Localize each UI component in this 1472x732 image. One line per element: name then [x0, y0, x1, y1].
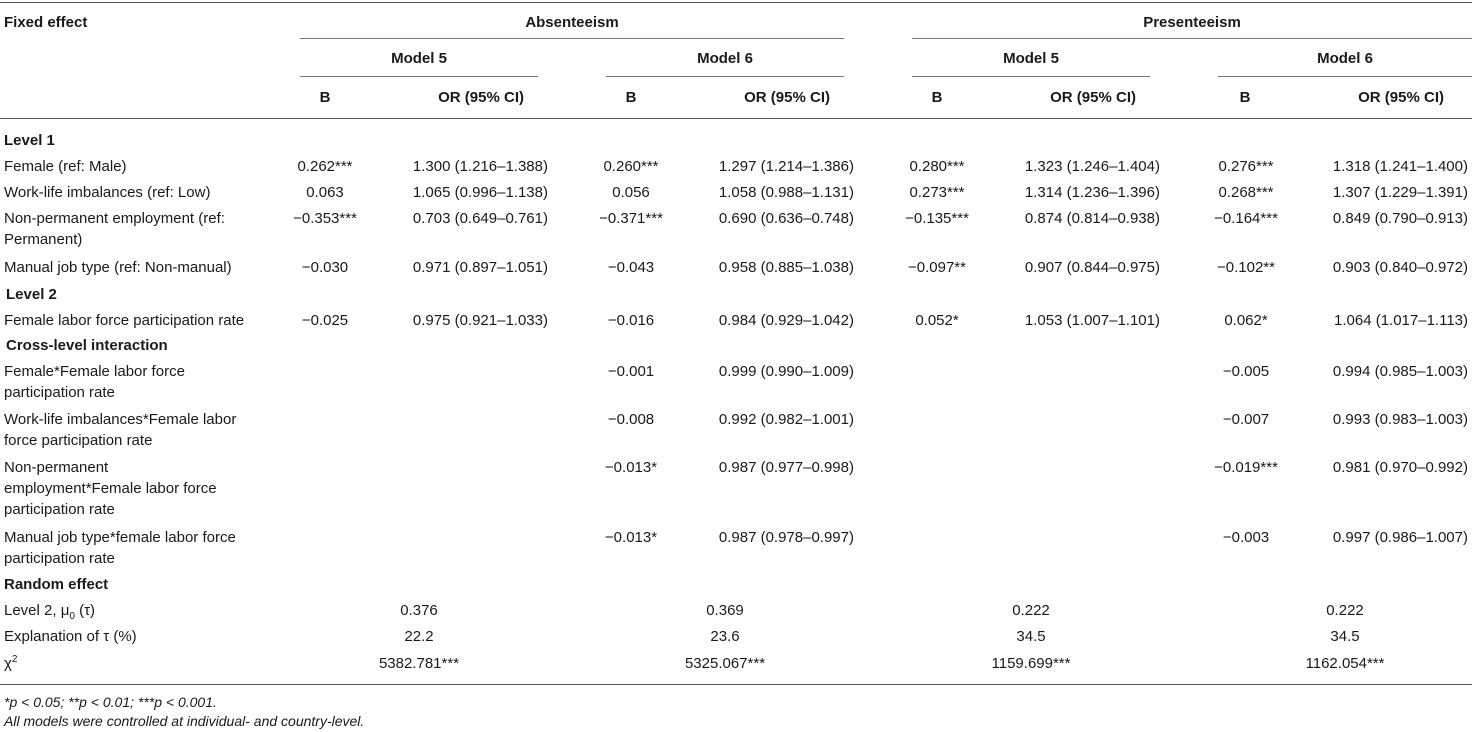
pres-m5-or-header: OR (95% CI)	[1050, 89, 1136, 106]
cell-pres-m5-or: 1.053 (1.007–1.101)	[1024, 312, 1160, 329]
superscript: 2	[11, 654, 18, 665]
cell-pres-m5: 34.5	[1016, 628, 1046, 645]
cell-pres-m5-or: 0.874 (0.814–0.938)	[1024, 210, 1160, 227]
cell-pres-m6-b: 0.062*	[1224, 312, 1268, 329]
presenteeism-rule	[912, 38, 1472, 39]
section-level2: Level 2	[6, 286, 57, 303]
cell-abs-m6-b: −0.013*	[604, 459, 658, 476]
cell-pres-m6-or: 1.064 (1.017–1.113)	[1334, 312, 1468, 329]
cell-pres-m6: 1162.054***	[1305, 655, 1385, 672]
section-random-effect: Random effect	[4, 576, 109, 593]
pres-model5-header: Model 5	[1003, 50, 1059, 67]
cell-abs-m6-or: 1.058 (0.988–1.131)	[718, 184, 854, 201]
cell-pres-m6-b: 0.276***	[1218, 158, 1274, 175]
cell-abs-m6: 5325.067***	[684, 655, 766, 672]
cell-abs-m6-b: 0.260***	[603, 158, 659, 175]
cell-pres-m6-b: −0.019***	[1214, 459, 1278, 476]
header-bottom-rule	[0, 118, 1472, 119]
row-label: Female (ref: Male)	[4, 158, 127, 175]
cell-pres-m6-or: 1.307 (1.229–1.391)	[1332, 184, 1468, 201]
cell-abs-m5-b: 0.262***	[297, 158, 353, 175]
cell-pres-m6-or: 0.903 (0.840–0.972)	[1332, 259, 1468, 276]
cell-abs-m6-b: −0.043	[607, 259, 655, 276]
cell-pres-m6-or: 0.997 (0.986–1.007)	[1332, 529, 1468, 546]
cell-abs-m5-or: 1.065 (0.996–1.138)	[412, 184, 548, 201]
pres-m6-or-header: OR (95% CI)	[1358, 89, 1444, 106]
row-label: Explanation of τ (%)	[4, 628, 137, 645]
cell-abs-m5-or: 0.971 (0.897–1.051)	[412, 259, 548, 276]
cell-abs-m5-b: −0.353***	[293, 210, 357, 227]
cell-abs-m6-b: 0.056	[612, 184, 650, 201]
cell-abs-m6-or: 0.984 (0.929–1.042)	[718, 312, 854, 329]
cell-abs-m5: 5382.781***	[378, 655, 460, 672]
cell-pres-m5: 1159.699***	[991, 655, 1071, 672]
footnote-significance: *p < 0.05; **p < 0.01; ***p < 0.001.	[4, 694, 217, 710]
cell-abs-m6-or: 0.958 (0.885–1.038)	[718, 259, 854, 276]
cell-abs-m5: 0.376	[400, 602, 438, 619]
abs-model6-header: Model 6	[697, 50, 753, 67]
cell-pres-m6-b: −0.005	[1222, 363, 1270, 380]
cell-abs-m6-or: 0.999 (0.990–1.009)	[718, 363, 854, 380]
cell-abs-m6: 0.369	[706, 602, 744, 619]
cell-pres-m6-b: −0.003	[1222, 529, 1270, 546]
pres-m5-b-header: B	[931, 89, 943, 106]
cell-abs-m5-or: 0.975 (0.921–1.033)	[412, 312, 548, 329]
cell-abs-m6-or: 0.690 (0.636–0.748)	[718, 210, 854, 227]
pres-model6-header: Model 6	[1317, 50, 1373, 67]
section-level1: Level 1	[4, 132, 55, 149]
row-label: Work-life imbalances*Female labor force participation rate	[4, 411, 237, 449]
abs-m5-or-header: OR (95% CI)	[438, 89, 524, 106]
cell-abs-m6-b: −0.371***	[599, 210, 663, 227]
cell-abs-m5: 22.2	[404, 628, 434, 645]
cell-pres-m6-b: 0.268***	[1218, 184, 1274, 201]
pres-m6-b-header: B	[1239, 89, 1251, 106]
abs-m6-b-header: B	[625, 89, 637, 106]
table-bottom-rule	[0, 684, 1472, 685]
cell-abs-m6-b: −0.016	[607, 312, 655, 329]
absenteeism-rule	[300, 38, 844, 39]
row-label: Manual job type*female labor force participation rate	[4, 529, 236, 567]
row-label: $\chi^2$	[4, 654, 18, 672]
abs-model5-rule	[300, 76, 538, 77]
cell-abs-m6-or: 1.297 (1.214–1.386)	[718, 158, 854, 175]
abs-m6-or-header: OR (95% CI)	[744, 89, 830, 106]
cell-pres-m5-or: 1.314 (1.236–1.396)	[1024, 184, 1160, 201]
cell-pres-m6-or: 0.993 (0.983–1.003)	[1332, 411, 1468, 428]
cell-pres-m6-or: 0.849 (0.790–0.913)	[1332, 210, 1468, 227]
row-label: Non-permanent employment (ref: Permanent)	[4, 210, 225, 248]
row-label: Female*Female labor force participation rate	[4, 363, 185, 401]
subscript: 0	[69, 611, 75, 622]
cell-pres-m6-b: −0.102**	[1217, 259, 1275, 276]
cell-pres-m6-or: 0.994 (0.985–1.003)	[1332, 363, 1468, 380]
cell-abs-m5-or: 1.300 (1.216–1.388)	[412, 158, 548, 175]
row-label: Level 2, $\mu_0$ (τ)	[4, 602, 96, 622]
cell-abs-m6-or: 0.987 (0.978–0.997)	[718, 529, 854, 546]
row-label: Female labor force participation rate	[4, 312, 245, 329]
cell-pres-m5: 0.222	[1012, 602, 1050, 619]
cell-pres-m5-or: 0.907 (0.844–0.975)	[1024, 259, 1160, 276]
cell-pres-m5-b: −0.097**	[908, 259, 966, 276]
cell-abs-m6-or: 0.987 (0.977–0.998)	[718, 459, 854, 476]
footnote-controls: All models were controlled at individual- and country-level.	[4, 713, 365, 729]
cell-abs-m6-b: −0.008	[607, 411, 655, 428]
section-cross-level: Cross-level interaction	[6, 337, 168, 354]
cell-pres-m5-b: 0.052*	[915, 312, 959, 329]
abs-m5-b-header: B	[319, 89, 331, 106]
abs-model5-header: Model 5	[391, 50, 447, 67]
cell-pres-m6-b: −0.164***	[1214, 210, 1278, 227]
pres-model6-rule	[1218, 76, 1472, 77]
abs-model6-rule	[606, 76, 844, 77]
row-label: Non-permanent employment*Female labor force participation rate	[4, 459, 217, 518]
cell-pres-m6-or: 1.318 (1.241–1.400)	[1332, 158, 1468, 175]
top-rule	[0, 2, 1472, 3]
cell-pres-m5-b: 0.280***	[909, 158, 965, 175]
fixed-effect-header: Fixed effect	[4, 14, 88, 31]
cell-abs-m6: 23.6	[710, 628, 740, 645]
cell-pres-m5-b: −0.135***	[905, 210, 969, 227]
row-label: Manual job type (ref: Non-manual)	[4, 259, 232, 276]
cell-pres-m6: 34.5	[1330, 628, 1360, 645]
row-label: Work-life imbalances (ref: Low)	[4, 184, 211, 201]
cell-abs-m5-b: −0.025	[301, 312, 349, 329]
cell-abs-m5-b: 0.063	[306, 184, 344, 201]
cell-pres-m6-or: 0.981 (0.970–0.992)	[1332, 459, 1468, 476]
cell-pres-m6-b: −0.007	[1222, 411, 1270, 428]
cell-pres-m5-or: 1.323 (1.246–1.404)	[1024, 158, 1160, 175]
cell-pres-m5-b: 0.273***	[909, 184, 965, 201]
cell-pres-m6: 0.222	[1326, 602, 1364, 619]
presenteeism-header: Presenteeism	[1143, 14, 1241, 31]
pres-model5-rule	[912, 76, 1150, 77]
cell-abs-m6-or: 0.992 (0.982–1.001)	[718, 411, 854, 428]
cell-abs-m6-b: −0.001	[607, 363, 655, 380]
cell-abs-m6-b: −0.013*	[604, 529, 658, 546]
cell-abs-m5-b: −0.030	[301, 259, 349, 276]
absenteeism-header: Absenteeism	[525, 14, 619, 31]
cell-abs-m5-or: 0.703 (0.649–0.761)	[412, 210, 548, 227]
